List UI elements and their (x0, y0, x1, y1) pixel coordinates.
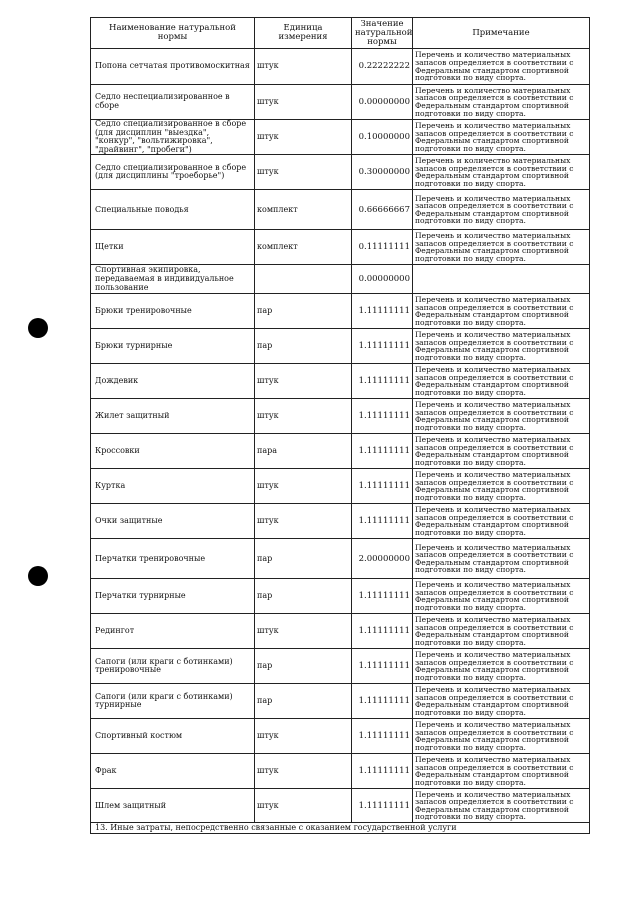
row-note: Перечень и количество материальных запасов определяется в соответствии с Федеральным стандартом спортивной подготовки по виду спорта. (413, 190, 590, 230)
row-value: 1.11111111 (352, 504, 413, 539)
row-unit: пар (255, 329, 352, 364)
row-name: Спортивный костюм (91, 719, 255, 754)
row-name: Редингот (91, 614, 255, 649)
row-note: Перечень и количество материальных запасов определяется в соответствии с Федеральным стандартом спортивной подготовки по виду спорта. (413, 539, 590, 579)
table-row (91, 579, 590, 614)
row-unit: штук (255, 399, 352, 434)
table-row (91, 155, 590, 190)
row-unit: пар (255, 649, 352, 684)
row-value: 0.11111111 (352, 230, 413, 265)
footer-row (91, 823, 590, 834)
row-name: Сапоги (или краги с ботинками) турнирные (91, 684, 255, 719)
row-name: Перчатки тренировочные (91, 539, 255, 579)
table-header-row (91, 18, 590, 49)
row-value: 0.22222222 (352, 49, 413, 85)
table-row (91, 85, 590, 120)
row-name: Куртка (91, 469, 255, 504)
punch-hole (28, 318, 48, 338)
row-note: Перечень и количество материальных запасов определяется в соответствии с Федеральным стандартом спортивной подготовки по виду спорта. (413, 649, 590, 684)
row-name: Очки защитные (91, 504, 255, 539)
row-unit: штук (255, 120, 352, 155)
table-row (91, 399, 590, 434)
row-unit: штук (255, 49, 352, 85)
row-value: 1.11111111 (352, 294, 413, 329)
row-value: 1.11111111 (352, 329, 413, 364)
table-row (91, 504, 590, 539)
table-row (91, 754, 590, 789)
row-value: 0.00000000 (352, 265, 413, 294)
table-row (91, 190, 590, 230)
table-row (91, 49, 590, 85)
table-row (91, 364, 590, 399)
row-name: Фрак (91, 754, 255, 789)
table-row (91, 719, 590, 754)
row-name: Щетки (91, 230, 255, 265)
table-row (91, 265, 590, 294)
row-note: Перечень и количество материальных запасов определяется в соответствии с Федеральным стандартом спортивной подготовки по виду спорта. (413, 789, 590, 823)
table-row (91, 294, 590, 329)
row-name: Седло неспециализированное в сборе (91, 85, 255, 120)
row-value: 1.11111111 (352, 754, 413, 789)
row-note: Перечень и количество материальных запасов определяется в соответствии с Федеральным стандартом спортивной подготовки по виду спорта. (413, 614, 590, 649)
table-row (91, 649, 590, 684)
row-note: Перечень и количество материальных запасов определяется в соответствии с Федеральным стандартом спортивной подготовки по виду спорта. (413, 364, 590, 399)
row-value: 0.10000000 (352, 120, 413, 155)
row-name: Специальные поводья (91, 190, 255, 230)
row-value: 1.11111111 (352, 579, 413, 614)
row-unit: штук (255, 504, 352, 539)
row-note: Перечень и количество материальных запасов определяется в соответствии с Федеральным стандартом спортивной подготовки по виду спорта. (413, 719, 590, 754)
row-name: Седло специализированное в сборе (для дисциплин "выездка", "конкур", "вольтижировка", "драйвинг", "пробеги") (91, 120, 255, 155)
row-note: Перечень и количество материальных запасов определяется в соответствии с Федеральным стандартом спортивной подготовки по виду спорта. (413, 754, 590, 789)
row-value: 1.11111111 (352, 789, 413, 823)
row-value: 1.11111111 (352, 614, 413, 649)
row-unit: комплект (255, 190, 352, 230)
row-value: 1.11111111 (352, 469, 413, 504)
row-value: 1.11111111 (352, 364, 413, 399)
row-note: Перечень и количество материальных запасов определяется в соответствии с Федеральным стандартом спортивной подготовки по виду спорта. (413, 85, 590, 120)
row-value: 1.11111111 (352, 719, 413, 754)
row-unit: штук (255, 85, 352, 120)
row-value: 0.66666667 (352, 190, 413, 230)
table-row (91, 230, 590, 265)
row-unit: штук (255, 364, 352, 399)
table-row (91, 120, 590, 155)
row-unit: штук (255, 614, 352, 649)
row-name: Попона сетчатая противомоскитная (91, 49, 255, 85)
row-name: Перчатки турнирные (91, 579, 255, 614)
row-value: 1.11111111 (352, 399, 413, 434)
table-row (91, 329, 590, 364)
header-name: Наименование натуральной нормы (91, 18, 255, 49)
row-value: 2.00000000 (352, 539, 413, 579)
row-unit: штук (255, 754, 352, 789)
row-unit: комплект (255, 230, 352, 265)
row-note: Перечень и количество материальных запасов определяется в соответствии с Федеральным стандартом спортивной подготовки по виду спорта. (413, 579, 590, 614)
punch-hole (28, 566, 48, 586)
row-value: 1.11111111 (352, 684, 413, 719)
row-name: Брюки тренировочные (91, 294, 255, 329)
header-note: Примечание (413, 18, 590, 49)
row-note: Перечень и количество материальных запасов определяется в соответствии с Федеральным стандартом спортивной подготовки по виду спорта. (413, 49, 590, 85)
row-note: Перечень и количество материальных запасов определяется в соответствии с Федеральным стандартом спортивной подготовки по виду спорта. (413, 504, 590, 539)
row-unit: пар (255, 294, 352, 329)
header-value: Значение натуральной нормы (352, 18, 413, 49)
row-name: Сапоги (или краги с ботинками) тренировочные (91, 649, 255, 684)
row-value: 1.11111111 (352, 434, 413, 469)
row-name: Брюки турнирные (91, 329, 255, 364)
row-note: Перечень и количество материальных запасов определяется в соответствии с Федеральным стандартом спортивной подготовки по виду спорта. (413, 684, 590, 719)
table-row (91, 614, 590, 649)
row-value: 0.00000000 (352, 85, 413, 120)
row-name: Спортивная экипировка, передаваемая в индивидуальное пользование (91, 265, 255, 294)
row-note: Перечень и количество материальных запасов определяется в соответствии с Федеральным стандартом спортивной подготовки по виду спорта. (413, 230, 590, 265)
row-note: Перечень и количество материальных запасов определяется в соответствии с Федеральным стандартом спортивной подготовки по виду спорта. (413, 329, 590, 364)
row-unit: пар (255, 579, 352, 614)
row-name: Седло специализированное в сборе (для дисциплины "троеборье") (91, 155, 255, 190)
table-row (91, 539, 590, 579)
row-note: Перечень и количество материальных запасов определяется в соответствии с Федеральным стандартом спортивной подготовки по виду спорта. (413, 294, 590, 329)
row-note (413, 265, 590, 294)
table-row (91, 789, 590, 823)
row-name: Жилет защитный (91, 399, 255, 434)
row-unit: пар (255, 539, 352, 579)
header-unit: Единица измерения (255, 18, 352, 49)
row-note: Перечень и количество материальных запасов определяется в соответствии с Федеральным стандартом спортивной подготовки по виду спорта. (413, 469, 590, 504)
row-unit (255, 265, 352, 294)
row-unit: пар (255, 684, 352, 719)
table-row (91, 469, 590, 504)
norms-table (90, 17, 590, 834)
section-footer: 13. Иные затраты, непосредственно связанные с оказанием государственной услуги (91, 823, 590, 834)
row-unit: пара (255, 434, 352, 469)
row-value: 1.11111111 (352, 649, 413, 684)
row-unit: штук (255, 719, 352, 754)
row-name: Дождевик (91, 364, 255, 399)
row-name: Шлем защитный (91, 789, 255, 823)
row-unit: штук (255, 469, 352, 504)
row-unit: штук (255, 789, 352, 823)
row-value: 0.30000000 (352, 155, 413, 190)
row-unit: штук (255, 155, 352, 190)
row-note: Перечень и количество материальных запасов определяется в соответствии с Федеральным стандартом спортивной подготовки по виду спорта. (413, 399, 590, 434)
row-note: Перечень и количество материальных запасов определяется в соответствии с Федеральным стандартом спортивной подготовки по виду спорта. (413, 434, 590, 469)
row-note: Перечень и количество материальных запасов определяется в соответствии с Федеральным стандартом спортивной подготовки по виду спорта. (413, 155, 590, 190)
row-name: Кроссовки (91, 434, 255, 469)
row-note: Перечень и количество материальных запасов определяется в соответствии с Федеральным стандартом спортивной подготовки по виду спорта. (413, 120, 590, 155)
table-row (91, 434, 590, 469)
table-row (91, 684, 590, 719)
